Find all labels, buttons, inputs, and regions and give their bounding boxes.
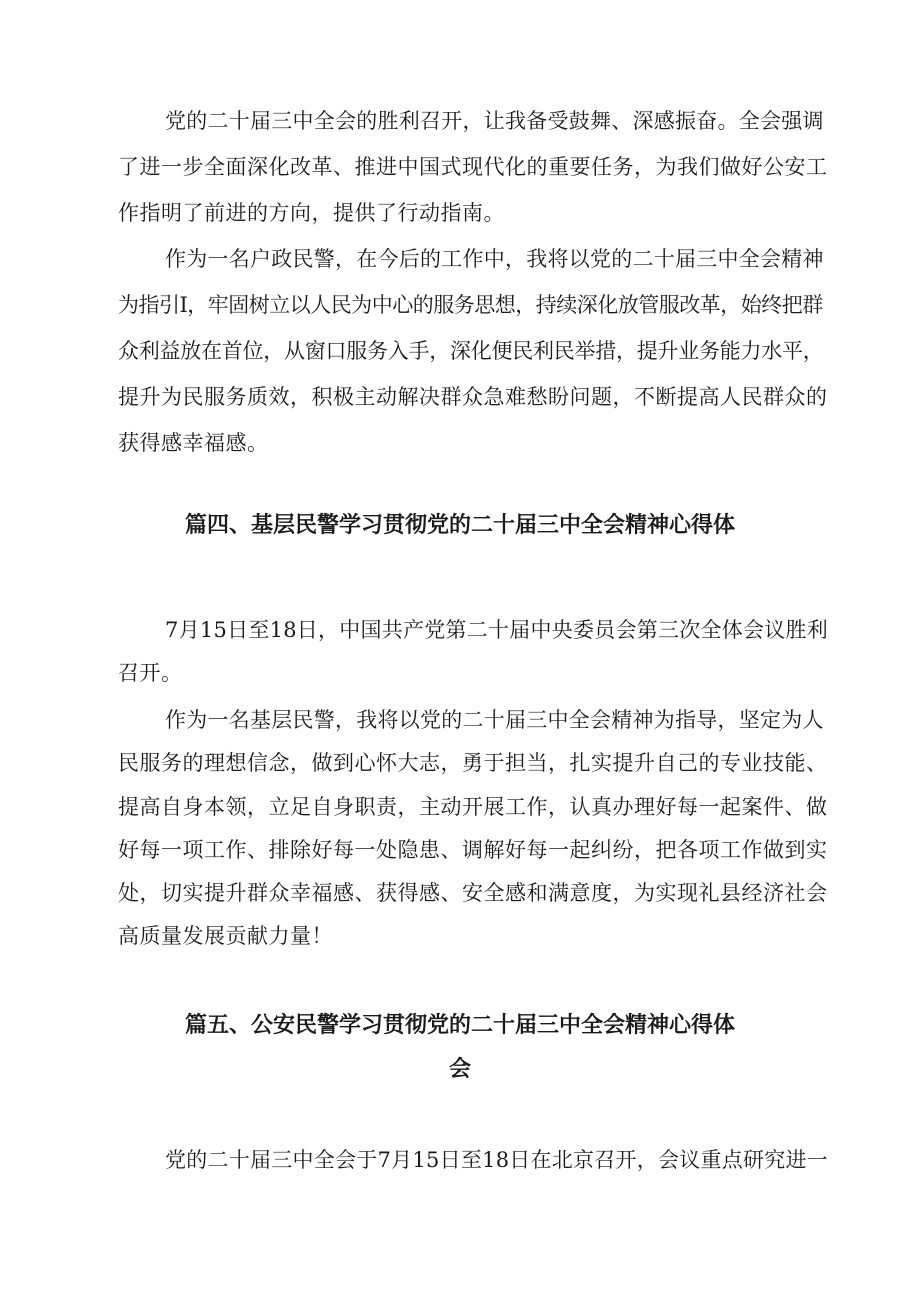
text-line: 获得感幸福感。 (118, 431, 269, 455)
text-line: 了进一步全面深化改革、推进中国式现代化的重要任务，为我们做好公安工 (118, 155, 828, 179)
text-line: 好每一项工作、排除好每一处隐患、调解好每一起纠纷，把各项工作做到实 (118, 838, 828, 862)
text-line: 召开。 (118, 661, 183, 685)
text-line: 党的二十届三中全会的胜利召开，让我备受鼓舞、深感振奋。全会强调 (165, 109, 824, 133)
text-line: 众利益放在首位，从窗口服务入手，深化便民利民举措，提升业务能力水平， (118, 339, 824, 363)
section-heading: 篇五、公安民警学习贯彻党的二十届三中全会精神心得体 (184, 1013, 735, 1038)
text-line: 为指引I，牢固树立以人民为中心的服务思想，持续深化放管服改革，始终把群 (118, 293, 823, 317)
text-line: 高质量发展贡献力量！ (118, 924, 333, 948)
text-line: 处，切实提升群众幸福感、获得感、安全感和满意度，为实现礼县经济社会 (118, 881, 828, 905)
text-line: 7月15日至18日，中国共产党第二十届中央委员会第三次全体会议胜利 (165, 618, 829, 642)
section-heading: 篇四、基层民警学习贯彻党的二十届三中全会精神心得体 (184, 513, 735, 538)
text-line: 提高自身本领，立足自身职责，主动开展工作，认真办理好每一起案件、做 (118, 795, 828, 819)
section-heading-continued: 会 (448, 1057, 471, 1082)
text-line: 民服务的理想信念，做到心怀大志，勇于担当，扎实提升自己的专业技能、 (118, 751, 828, 775)
text-line: 党的二十届三中全会于7月15日至18日在北京召开，会议重点研究进一 (165, 1148, 829, 1172)
text-line: 作为一名基层民警，我将以党的二十届三中全会精神为指导，坚定为人 (165, 708, 824, 732)
text-line: 作为一名户政民警，在今后的工作中，我将以党的二十届三中全会精神 (165, 247, 824, 271)
text-line: 提升为民服务质效，积极主动解决群众急难愁盼问题，不断提高人民群众的 (118, 385, 828, 409)
text-line: 作指明了前进的方向，提供了行动指南。 (118, 201, 505, 225)
